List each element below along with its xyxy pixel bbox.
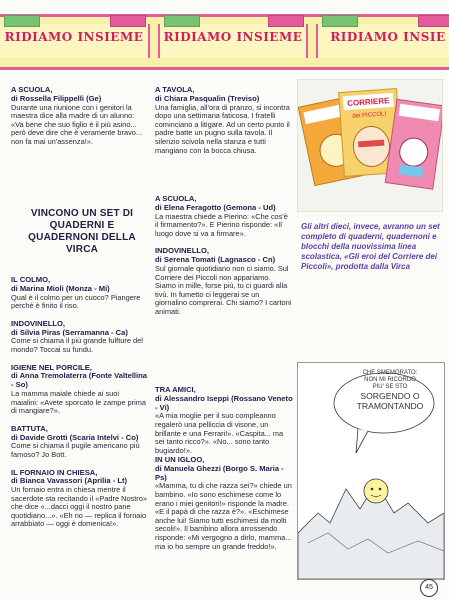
joke-text: «Mamma, tu di che razza sei?» chiede un bambino. «Io sono eschimese come lo erano i miei genitori!» risponde la madre. «E il papà di che razza è?». «Eschimese anche lui! Siamo tutti eschimesi da molti secoli!». Il bambino allora arrossendo risponde: «Mi vergogno a dirlo, mamma... ma io ho sempre un grande freddo!». [155, 481, 292, 551]
speech-bubble-text [345, 370, 435, 411]
prize-headline: VINCONO UN SET DI QUADERNI E QUADERNONI DELLA VIRCA [28, 208, 136, 255]
joke-text: La mamma maiale chiede ai suoi maialini: «Avete sporcato le zampe prima di mangiare?». [11, 388, 147, 416]
jokes-column-middle [155, 195, 293, 326]
bubble-line-1: CHE SMEMORATO: [362, 370, 418, 376]
joke-author: di Anna Tremolaterra (Fonte Valtellina - So) [11, 371, 148, 390]
joke-text: Sul giornale quotidiano non ci siamo. Sul Corriere dei Piccoli non appariamo. Siamo in mille, forse più, tu ci guardi alla tivù. In fumetto ci leggerai se un giornalino comprerai. Chi siamo? I cartoni animati. [155, 263, 292, 316]
joke-text: La maestra chiede a Pierino: «Che cos'è il firmamento?». E Pierino risponde: «Il luogo dove si va a firmare». [155, 211, 288, 238]
joke-item [155, 456, 293, 551]
joke-title: INDOVINELLO, [155, 246, 210, 256]
header-banner [0, 14, 449, 70]
banner-tab [418, 15, 449, 27]
joke-text: Come si chiama il pugile americano più famoso? Jo Bott. [11, 441, 140, 459]
joke-title: IN UN IGLOO, [155, 455, 205, 464]
joke-item [11, 276, 148, 311]
notebooks-product-image [297, 79, 443, 212]
banner-tab [322, 15, 358, 27]
notebook-title: CORRIERE [346, 96, 390, 109]
joke-item [11, 320, 148, 355]
joke-author: di Elena Feragotto (Gemona - Ud) [155, 202, 276, 212]
banner-panel-2 [158, 24, 308, 58]
banner-title-1: RIDIAMO INSIEME [4, 30, 144, 44]
banner-tab [4, 15, 40, 27]
joke-text: Qual è il colmo per un cuoco? Piangere perché è finito il riso. [11, 292, 141, 311]
jokes-column-left [11, 276, 148, 538]
joke-title: A SCUOLA, [155, 194, 197, 203]
page-number: 45 [420, 579, 438, 597]
banner-tab [164, 15, 200, 27]
joke-text: Come si chiama il più grande fulfture del mondo? Toccai su fundu. [11, 336, 143, 354]
joke-title: BATTUTA, [11, 423, 48, 433]
banner-title-3: RIDIAMO INSIE [330, 30, 446, 44]
joke-author: di Alessandro Iseppi (Rossano Veneto - Vi) [155, 393, 293, 412]
joke-title: IL COLMO, [11, 275, 51, 284]
joke-item [11, 86, 148, 147]
joke-author: di Chiara Pasqualin (Treviso) [155, 93, 260, 103]
bubble-line-2: NON MI RICORDO [364, 377, 416, 383]
joke-item [11, 364, 148, 416]
joke-item [155, 247, 293, 316]
banner-tab [110, 15, 146, 27]
joke-author: di Bianca Vavassori (Aprilia - Lt) [11, 476, 128, 486]
joke-title: IL FORNAIO IN CHIESA, [11, 467, 98, 477]
joke-text: Una famiglia, all'ora di pranzo, si incontra dopo una settimana faticosa. I fratelli cominciano a litigare. Ad un certo punto il padre batte un pugno sulla tavola. Il silenzio scivola nella stanza e tutti mangiano con la bocca chiusa. [155, 102, 290, 155]
joke-title: A TAVOLA, [155, 85, 195, 94]
joke-author: di Silvia Piras (Serramanna - Ca) [11, 327, 128, 337]
jokes-column-middle-bottom [155, 456, 293, 560]
joke-author: di Marina Mioli (Monza - Mi) [11, 283, 110, 293]
jokes-column-middle-top [155, 86, 293, 164]
bubble-line-5: TRAMONTANDO [356, 401, 424, 411]
sun-icon [364, 479, 388, 503]
bubble-line-3: PIU' SE STO [372, 384, 408, 390]
banner-title-2: RIDIAMO INSIEME [163, 30, 303, 44]
banner-tab [268, 15, 304, 27]
joke-item [155, 386, 293, 455]
joke-title: A SCUOLA, [11, 85, 53, 94]
bubble-line-4: SORGENDO O [360, 391, 420, 401]
joke-item [11, 425, 148, 460]
joke-author: di Serena Tomati (Lagnasco - Cn) [155, 255, 276, 265]
joke-item [155, 86, 293, 155]
joke-item [155, 195, 293, 238]
joke-title: IGIENE NEL PORCILE, [11, 362, 92, 372]
banner-panel-3 [316, 24, 449, 58]
jokes-column-left-top [11, 86, 148, 156]
joke-author: di Manuela Ghezzi (Borgo S. Maria - Ps) [155, 463, 284, 482]
joke-title: INDOVINELLO, [11, 318, 66, 328]
jokes-column-middle-lower [155, 386, 293, 464]
joke-author: di Rossella Filippelli (Ge) [11, 93, 102, 103]
notebooks-illustration [298, 80, 442, 211]
joke-text: Un fornaio entra in chiesa mentre il sacerdote sta recitando il «Padre Nostro» che dice «...dacci oggi il nostro pane quotidiano...». «Eh no — replica il fornaio arrabbiato — oggi è domenica!». [11, 485, 147, 529]
joke-text: «A mia moglie per il suo compleanno regalerò una pelliccia di visone, un brillante e una Ferrari!». «Caspita... ma sei tanto ricco?». «No... sono tanto bugiardo!». [155, 411, 284, 455]
joke-item [11, 469, 148, 530]
joke-author: di Davide Grotti (Scaria Intelvi - Co) [11, 432, 139, 442]
banner-panel-1 [0, 24, 150, 58]
prize-caption: Gli altri dieci, invece, avranno un set completo di quaderni, quadernoni e blocchi della nuovissima linea scolastica, «Gli eroi del Corriere dei Piccoli», prodotta dalla Virca [301, 222, 440, 271]
joke-title: TRA AMICI, [155, 385, 196, 394]
notebook-subtitle: dei PICCOLI [352, 111, 387, 120]
joke-text: Durante una riunione con i genitori la maestra dice alla madre di un alunno: «Va bene che suo figlio è il più asino... però deve dire che è veramente bravo... non fa mai un'assenza!». [11, 102, 143, 146]
